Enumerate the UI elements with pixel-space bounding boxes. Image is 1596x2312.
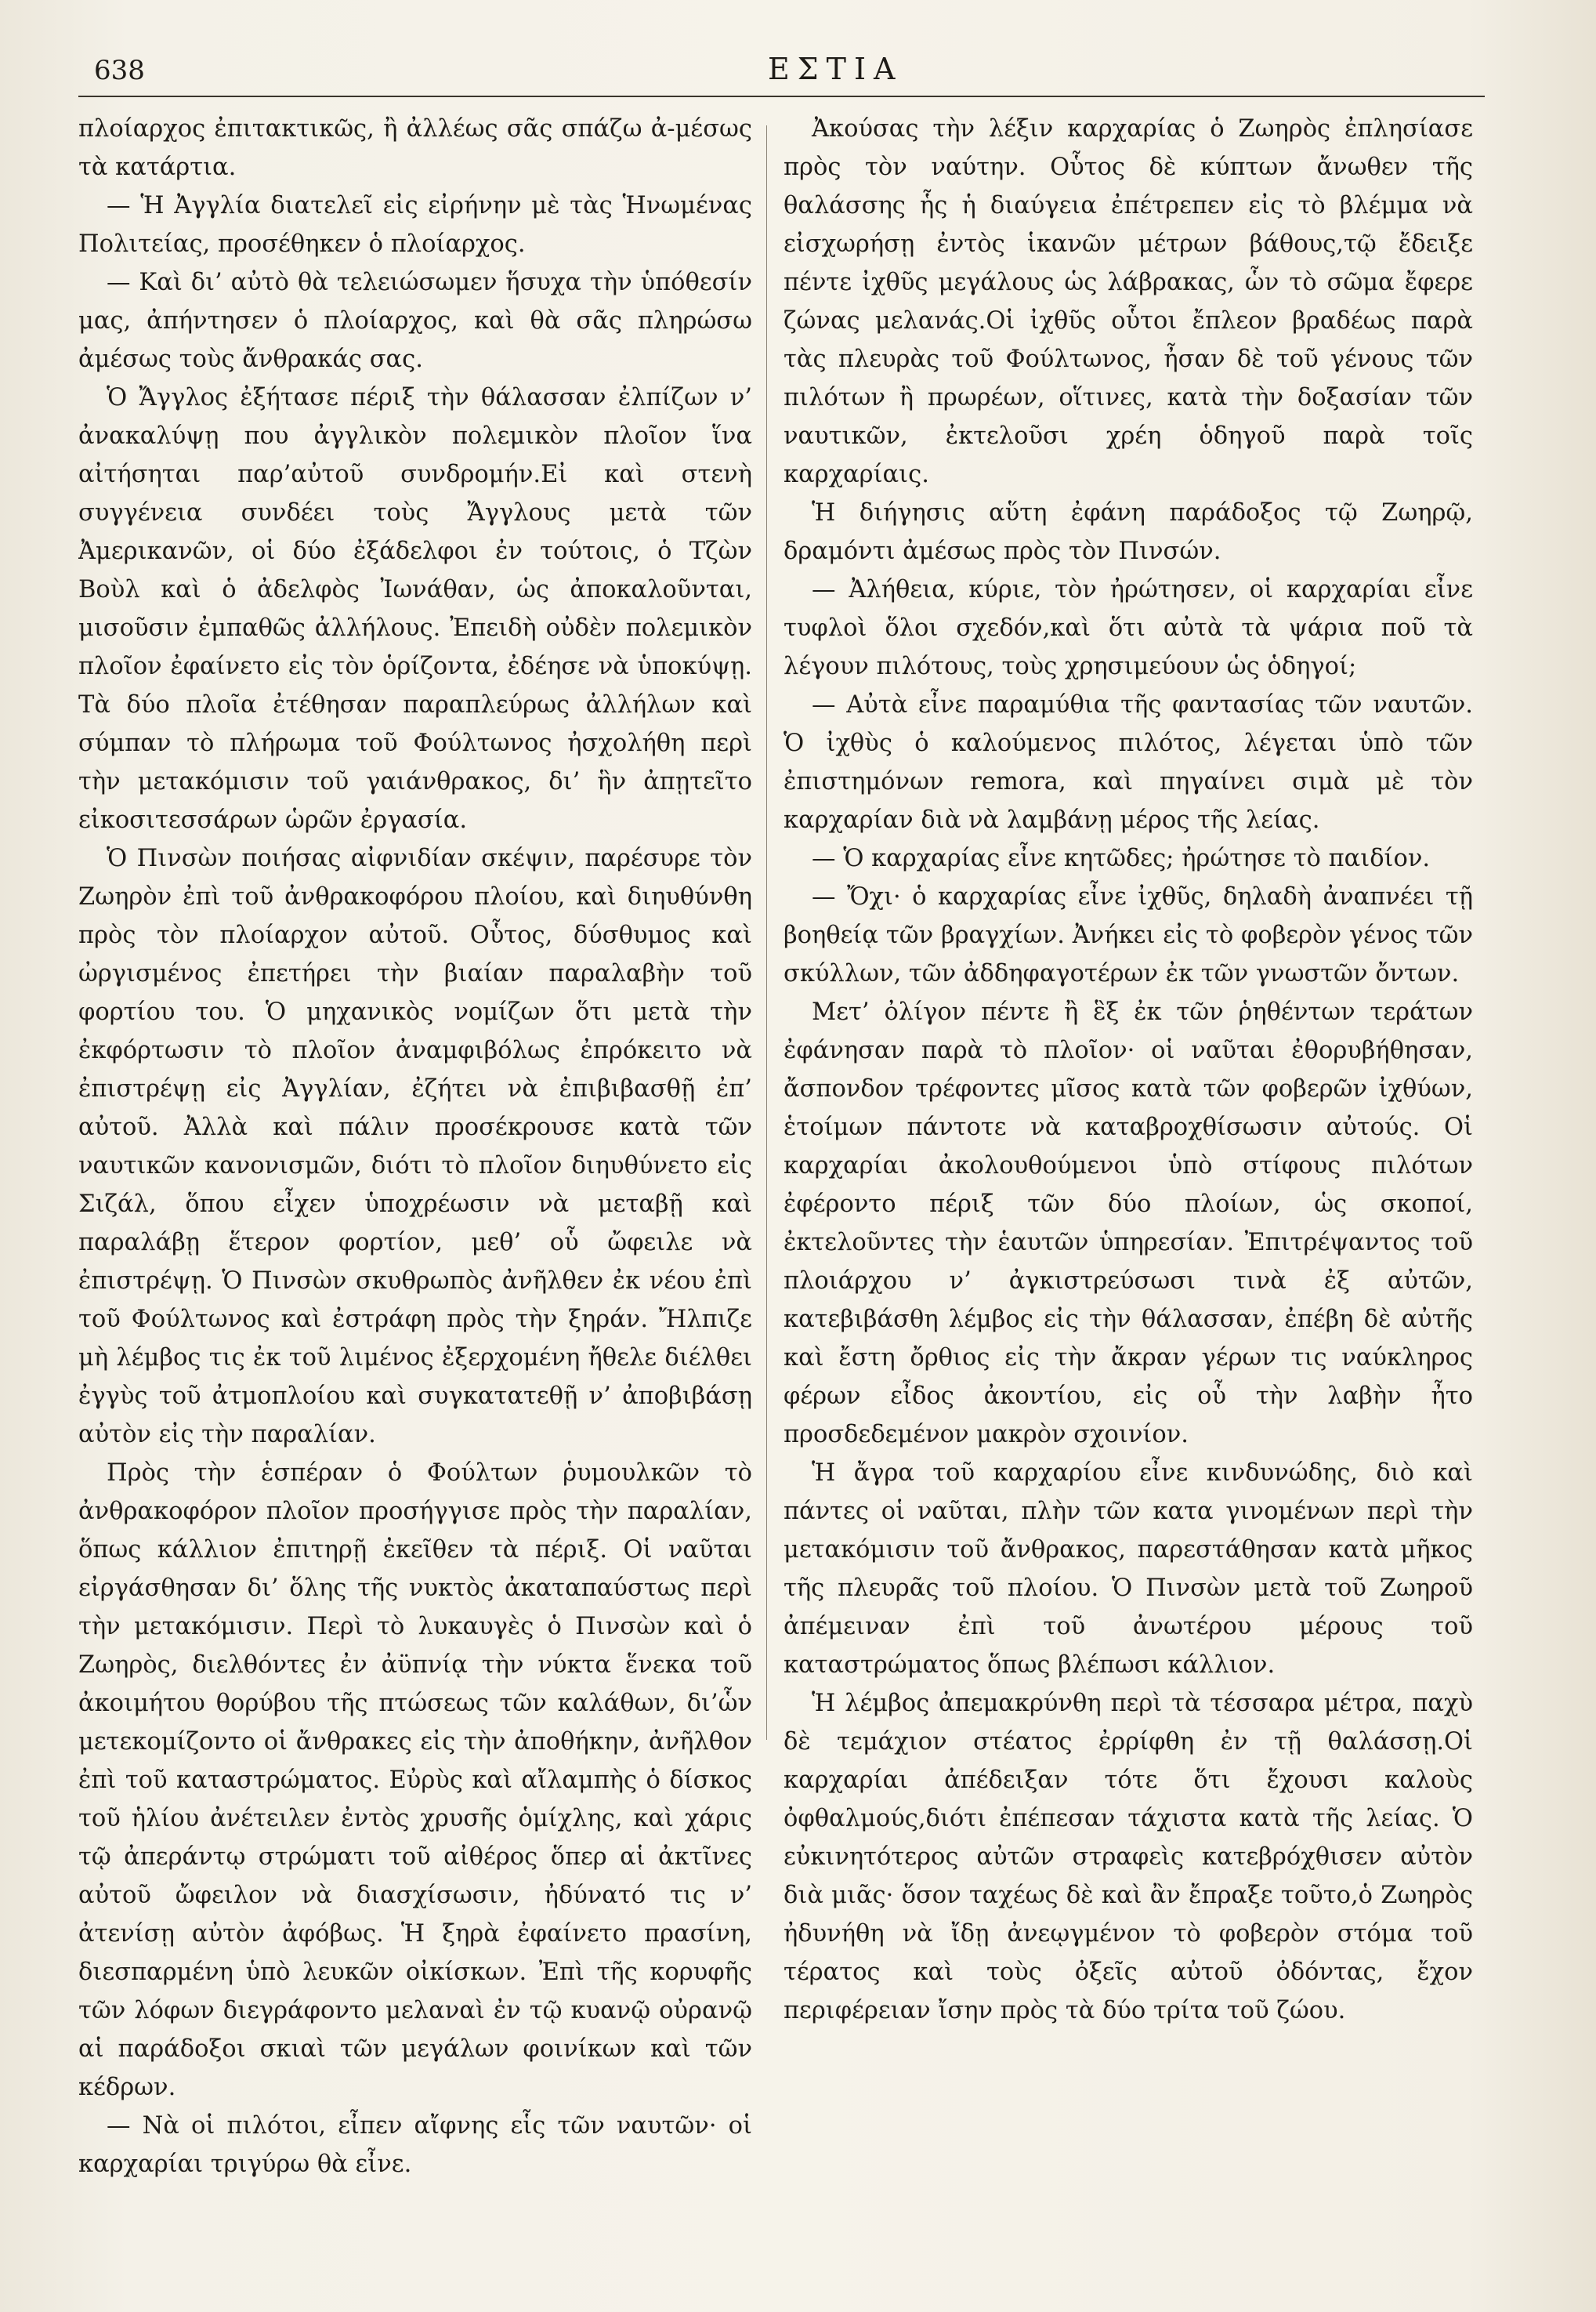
- text-paragraph: Ἡ λέμβος ἀπεμακρύνθη περὶ τὰ τέσσαρα μέτρα, παχὺ δὲ τεμάχιον στέατος ἐρρίφθη ἐν τῇ θαλάσσῃ.Οἱ καρχαρίαι ἀπέδειξαν τότε ὅτι ἔχουσι καλοὺς ὀφθαλμούς,διότι ἐπέπεσαν τάχιστα κατὰ τῆς λείας. Ὁ εὐκινητότερος αὐτῶν στραφεὶς κατεβρόχθισεν αὐτὸν διὰ μιᾶς· ὅσον ταχέως δὲ καὶ ἂν ἔπραξε τοῦτο,ὁ Ζωηρὸς ἠδυνήθη νὰ ἴδῃ ἀνεῳγμένον τὸ φοβερὸν στόμα τοῦ τέρατος καὶ τοὺς ὀξεῖς αὐτοῦ ὀδόντας, ἔχον περιφέρειαν ἴσην πρὸς τὰ δύο τρίτα τοῦ ζώου.: [784, 1690, 1473, 2024]
- text-paragraph: Ἡ διήγησις αὕτη ἐφάνη παράδοξος τῷ Ζωηρῷ, δραμόντι ἀμέσως πρὸς τὸν Πινσών.: [784, 499, 1473, 565]
- dialogue-paragraph: — Ὁ καρχαρίας εἶνε κητῶδες; ἠρώτησε τὸ παιδίον.: [812, 845, 1431, 872]
- header-rule: [78, 96, 1485, 97]
- text-paragraph: πλοίαρχος ἐπιτακτικῶς, ἢ ἀλλέως σᾶς σπάζω ἀ-μέσως τὰ κατάρτια.: [78, 115, 752, 181]
- text-paragraph: Ἀκούσας τὴν λέξιν καρχαρίας ὁ Ζωηρὸς ἐπλησίασε πρὸς τὸν ναύτην. Οὗτος δὲ κύπτων ἄνωθεν τῆς θαλάσσης ἧς ἡ διαύγεια ἐπέτρεπεν εἰς τὸ βλέμμα νὰ εἰσχωρήσῃ ἐντὸς ἱκανῶν μέτρων βάθους,τῷ ἔδειξε πέντε ἰχθῦς μεγάλους ὡς λάβρακας, ὧν τὸ σῶμα ἔφερε ζώνας μελανάς.Οἱ ἰχθῦς οὗτοι ἔπλεον βραδέως παρὰ τὰς πλευρὰς τοῦ Φούλτωνος, ἦσαν δὲ τοῦ γένους τῶν πιλότων ἢ πρωρέων, οἵτινες, κατὰ τὴν δοξασίαν τῶν ναυτικῶν, ἐκτελοῦσι χρέη ὁδηγοῦ παρὰ τοῖς καρχαρίαις.: [784, 115, 1473, 488]
- text-paragraph: Ὁ Ἄγγλος ἐξήτασε πέριξ τὴν θάλασσαν ἐλπίζων ν’ ἀνακαλύψῃ που ἀγγλικὸν πολεμικὸν πλοῖον ἵνα αἰτήσηται παρ’αὐτοῦ συνδρομήν.Εἰ καὶ στενὴ συγγένεια συνδέει τοὺς Ἄγγλους μετὰ τῶν Ἀμερικανῶν, οἱ δύο ἐξάδελφοι ἐν τούτοις, ὁ Τζὼν Βοὺλ καὶ ὁ ἀδελφὸς Ἰωνάθαν, ὡς ἀποκαλοῦνται, μισοῦσιν ἐμπαθῶς ἀλλήλους. Ἐπειδὴ οὐδὲν πολεμικὸν πλοῖον ἐφαίνετο εἰς τὸν ὁρίζοντα, ἐδέησε νὰ ὑποκύψῃ. Τὰ δύο πλοῖα ἐτέθησαν παραπλεύρως ἀλλήλων καὶ σύμπαν τὸ πλήρωμα τοῦ Φούλτωνος ἠσχολήθη περὶ τὴν μετακόμισιν τοῦ γαιάνθρακος, δι’ ἣν ἀπῃτεῖτο εἰκοσιτεσσάρων ὡρῶν ἐργασία.: [78, 384, 752, 834]
- text-paragraph: Ὁ Πινσὼν ποιήσας αἰφνιδίαν σκέψιν, παρέσυρε τὸν Ζωηρὸν ἐπὶ τοῦ ἀνθρακοφόρου πλοίου, καὶ διηυθύνθη πρὸς τὸν πλοίαρχον αὐτοῦ. Οὗτος, δύσθυμος καὶ ὠργισμένος ἐπετήρει τὴν βιαίαν παραλαβὴν τοῦ φορτίου του. Ὁ μηχανικὸς νομίζων ὅτι μετὰ τὴν ἐκφόρτωσιν τὸ πλοῖον ἀναμφιβόλως ἐπρόκειτο νὰ ἐπιστρέψῃ εἰς Ἀγγλίαν, ἐζήτει νὰ ἐπιβιβασθῇ ἐπ’ αὐτοῦ. Ἀλλὰ καὶ πάλιν προσέκρουσε κατὰ τῶν ναυτικῶν κανονισμῶν, διότι τὸ πλοῖον διηυθύνετο εἰς Σιζάλ, ὅπου εἶχεν ὑποχρέωσιν νὰ μεταβῇ καὶ παραλάβῃ ἕτερον φορτίον, μεθ’ οὗ ὤφειλε νὰ ἐπιστρέψῃ. Ὁ Πινσὼν σκυθρωπὸς ἀνῆλθεν ἐκ νέου ἐπὶ τοῦ Φούλτωνος καὶ ἐστράφη πρὸς τὴν ξηράν. Ἤλπιζε μὴ λέμβος τις ἐκ τοῦ λιμένος ἐξερχομένη ἤθελε διέλθει ἐγγὺς τοῦ ἀτμοπλοίου καὶ συγκατατεθῇ ν’ ἀποβιβάσῃ αὐτὸν εἰς τὴν παραλίαν.: [78, 845, 752, 1448]
- page-header: [86, 47, 1481, 94]
- text-paragraph: Ἡ ἄγρα τοῦ καρχαρίου εἶνε κινδυνώδης, διὸ καὶ πάντες οἱ ναῦται, πλὴν τῶν κατα γινομένων περὶ τὴν μετακόμισιν τοῦ ἄνθρακος, παρεστάθησαν κατὰ μῆκος τῆς πλευρᾶς τοῦ πλοίου. Ὁ Πινσὼν μετὰ τοῦ Ζωηροῦ ἀπέμειναν ἐπὶ τοῦ ἀνωτέρου μέρους τοῦ καταστρώματος ὅπως βλέπωσι κάλλιον.: [784, 1459, 1473, 1679]
- text-paragraph: Πρὸς τὴν ἑσπέραν ὁ Φούλτων ῥυμουλκῶν τὸ ἀνθρακοφόρον πλοῖον προσήγγισε πρὸς τὴν παραλίαν, ὅπως κάλλιον ἐπιτηρῇ ἐκεῖθεν τὰ πέριξ. Οἱ ναῦται εἰργάσθησαν δι’ ὅλης τῆς νυκτὸς ἀκαταπαύστως περὶ τὴν μετακόμισιν. Περὶ τὸ λυκαυγὲς ὁ Πινσὼν καὶ ὁ Ζωηρὸς, διελθόντες ἐν ἀϋπνίᾳ τὴν νύκτα ἕνεκα τοῦ ἀκοιμήτου θορύβου τῆς πτώσεως τῶν καλάθων, δι’ὧν μετεκομίζοντο οἱ ἄνθρακες εἰς τὴν ἀποθήκην, ἀνῆλθον ἐπὶ τοῦ καταστρώματος. Εὐρὺς καὶ αἴλαμπὴς ὁ δίσκος τοῦ ἡλίου ἀνέτειλεν ἐντὸς χρυσῆς ὁμίχλης, καὶ χάρις τῷ ἀπεράντῳ στρώματι τοῦ αἰθέρος ὅπερ αἱ ἀκτῖνες αὐτοῦ ὤφειλον νὰ διασχίσωσιν, ἠδύνατό τις ν’ ἀτενίσῃ αὐτὸν ἀφόβως. Ἡ ξηρὰ ἐφαίνετο πρασίνη, διεσπαρμένη ὑπὸ λευκῶν οἰκίσκων. Ἐπὶ τῆς κορυφῆς τῶν λόφων διεγράφοντο μελαναὶ ἐν τῷ κυανῷ οὐρανῷ αἱ παράδοξοι σκιαὶ τῶν μεγάλων φοινίκων καὶ τῶν κέδρων.: [78, 1459, 752, 2101]
- dialogue-paragraph: — Ἡ Ἀγγλία διατελεῖ εἰς εἰρήνην μὲ τὰς Ἡνωμένας Πολιτείας, προσέθηκεν ὁ πλοίαρχος.: [78, 192, 752, 258]
- dialogue-paragraph: — Ὄχι· ὁ καρχαρίας εἶνε ἰχθῦς, δηλαδὴ ἀναπνέει τῇ βοηθείᾳ τῶν βραγχίων. Ἀνήκει εἰς τὸ φοβερὸν γένος τῶν σκύλλων, τῶν ἀδδηφαγοτέρων ἐκ τῶν γνωστῶν ὄντων.: [784, 883, 1473, 987]
- dialogue-paragraph: — Αὐτὰ εἶνε παραμύθια τῆς φαντασίας τῶν ναυτῶν. Ὁ ἰχθὺς ὁ καλούμενος πιλότος, λέγεται ὑπὸ τῶν ἐπιστημόνων remora, καὶ πηγαίνει σιμὰ μὲ τὸν καρχαρίαν διὰ νὰ λαμβάνῃ μέρος τῆς λείας.: [784, 691, 1473, 834]
- page-number: 638: [94, 55, 145, 86]
- column-divider: [766, 125, 767, 1740]
- dialogue-paragraph: — Καὶ δι’ αὐτὸ θὰ τελειώσωμεν ἥσυχα τὴν ὑπόθεσίν μας, ἀπήντησεν ὁ πλοίαρχος, καὶ θὰ σᾶς πληρώσω ἀμέσως τοὺς ἄνθρακάς σας.: [78, 269, 752, 373]
- journal-title: ΕΣΤΙΑ: [768, 52, 903, 86]
- dialogue-paragraph: — Ἀλήθεια, κύριε, τὸν ἠρώτησεν, οἱ καρχαρίαι εἶνε τυφλοὶ ὅλοι σχεδόν,καὶ ὅτι αὐτὰ τὰ ψάρια ποῦ τὰ λέγουν πιλότους, τοὺς χρησιμεύουν ὡς ὁδηγοί;: [784, 576, 1473, 680]
- right-column: [784, 110, 1473, 2030]
- text-paragraph: Μετ’ ὀλίγον πέντε ἢ ἓξ ἐκ τῶν ῥηθέντων τεράτων ἐφάνησαν παρὰ τὸ πλοῖον· οἱ ναῦται ἐθορυβήθησαν, ἄσπονδον τρέφοντες μῖσος κατὰ τῶν φοβερῶν ἰχθύων, ἑτοίμων πάντοτε νὰ καταβροχθίσωσιν αὐτούς. Οἱ καρχαρίαι ἀκολουθούμενοι ὑπὸ στίφους πιλότων ἐφέροντο πέριξ τῶν δύο πλοίων, ὡς σκοποί, ἐκτελοῦντες τὴν ἑαυτῶν ὑπηρεσίαν. Ἐπιτρέψαντος τοῦ πλοιάρχου ν’ ἀγκιστρεύσωσι τινὰ ἐξ αὐτῶν, κατεβιβάσθη λέμβος εἰς τὴν θάλασσαν, ἐπέβη δὲ αὐτῆς καὶ ἔστη ὄρθιος εἰς τὴν ἄκραν γέρων τις ναύκληρος φέρων εἶδος ἀκοντίου, εἰς οὗ τὴν λαβὴν ἦτο προσδεδεμένον μακρὸν σχοινίον.: [784, 998, 1473, 1448]
- left-column: [78, 110, 752, 2183]
- dialogue-paragraph: — Νὰ οἱ πιλότοι, εἶπεν αἴφνης εἷς τῶν ναυτῶν· οἱ καρχαρίαι τριγύρω θὰ εἶνε.: [78, 2112, 752, 2178]
